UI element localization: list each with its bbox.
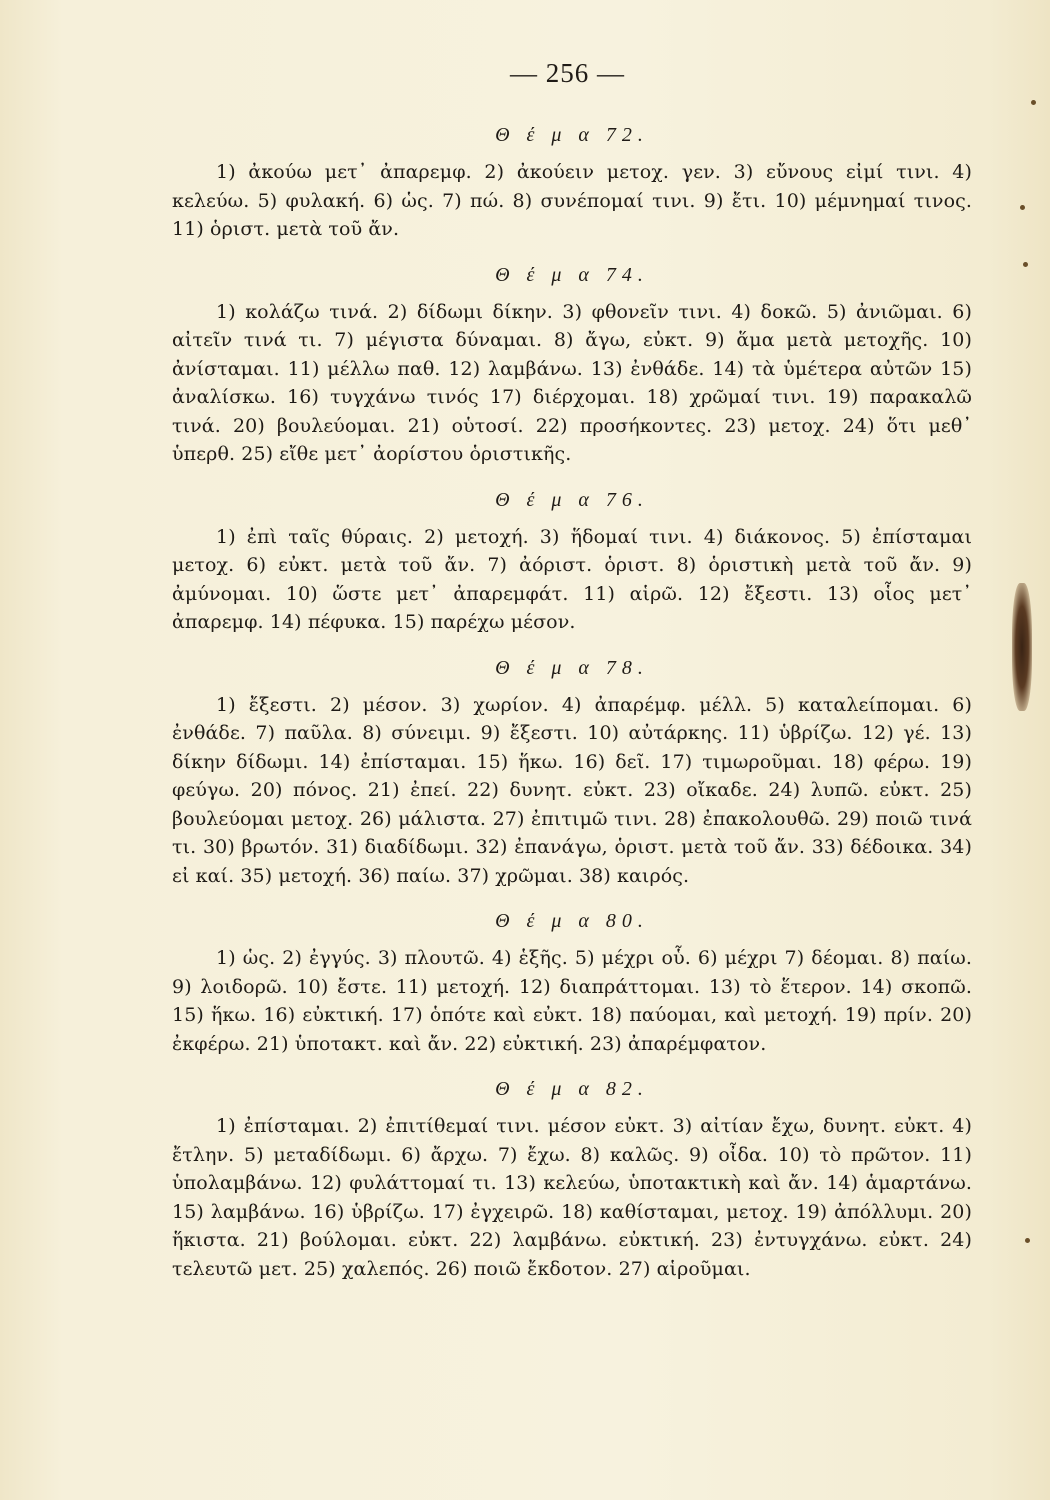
- section-text: [172, 944, 972, 1058]
- page-number: — 256 —: [510, 58, 625, 88]
- paper-speck: [1023, 262, 1028, 267]
- section-text: [172, 298, 972, 469]
- section-text: [172, 523, 972, 637]
- section-title: Θ έ μ α 72.: [495, 124, 649, 146]
- section-thema-74: [172, 252, 972, 469]
- section-title: Θ έ μ α 78.: [495, 656, 649, 679]
- section-text-content: 1) ἐπὶ ταῖς θύραις. 2) μετοχή. 3) ἥδομαί τινι. 4) διάκονος. 5) ἐπίσταμαι μετοχ. 6) εὐκτ. μετὰ τοῦ ἄν. 7) ἀόριστ. ὁριστ. 8) ὁριστικὴ μετὰ τοῦ ἄν. 9) ἀμύνομαι. 10) ὥστε μετ᾽ ἀπαρεμφάτ. 11) αἱρῶ. 12) ἔξεστι. 13) οἷος μετ᾽ ἀπαρεμφ. 14) πέφυκα. 15) παρέχω μέσον.: [172, 525, 972, 633]
- paper-speck: [1020, 205, 1025, 210]
- section-title: Θ έ μ α 74.: [495, 263, 649, 286]
- paper-speck: [1031, 100, 1036, 105]
- section-text-content: 1) ἐπίσταμαι. 2) ἐπιτίθεμαί τινι. μέσον εὐκτ. 3) αἰτίαν ἔχω, δυνητ. εὐκτ. 4) ἔτλην. 5) μεταδίδωμι. 6) ἄρχω. 7) ἔχω. 8) καλῶς. 9) οἶδα. 10) τὸ πρῶτον. 11) ὑπολαμβάνω. 12) φυλάττομαί τι. 13) κελεύω, ὑποτακτικὴ καὶ ἄν. 14) ἁμαρτάνω. 15) λαμβάνω. 16) ὑβρίζω. 17) ἐγχειρῶ. 18) καθίσταμαι, μετοχ. 19) ἀπόλλυμι. 20) ἥκιστα. 21) βούλομαι. εὐκτ. 22) λαμβάνω. εὐκτική. 23) ἐντυγχάνω. εὐκτ. 24) τελευτῶ μετ. 25) χαλεπός. 26) ποιῶ ἔκδοτον. 27) αἱροῦμαι.: [172, 1115, 972, 1280]
- page-content: [172, 112, 972, 1291]
- section-text: [172, 691, 972, 891]
- section-text-content: 1) ἔξεστι. 2) μέσον. 3) χωρίον. 4) ἀπαρέμφ. μέλλ. 5) καταλείπομαι. 6) ἐνθάδε. 7) παῦλα. 8) σύνειμι. 9) ἔξεστι. 10) αὐτάρκης. 11) ὑβρίζω. 12) γέ. 13) δίκην δίδωμι. 14) ἐπίσταμαι. 15) ἥκω. 16) δεῖ. 17) τιμωροῦμαι. 18) φέρω. 19) φεύγω. 20) πόνος. 21) ἐπεί. 22) δυνητ. εὐκτ. 23) οἴκαδε. 24) λυπῶ. εὐκτ. 25) βουλεύομαι μετοχ. 26) μάλιστα. 27) ἐπιτιμῶ τινι. 28) ἐπακολουθῶ. 29) ποιῶ τινά τι. 30) βρωτόν. 31) διαδίδωμι. 32) ἐπανάγω, ὁριστ. μετὰ τοῦ ἄν. 33) δέδοικα. 34) εἰ καί. 35) μετοχή. 36) παίω. 37) χρῶμαι. 38) καιρός.: [172, 693, 972, 887]
- section-title: Θ έ μ α 82.: [495, 1078, 649, 1100]
- section-text: [172, 1112, 972, 1283]
- section-text: [172, 158, 972, 244]
- section-title: Θ έ μ α 76.: [495, 488, 649, 511]
- section-text-content: 1) ὡς. 2) ἐγγύς. 3) πλουτῶ. 4) ἑξῆς. 5) μέχρι οὗ. 6) μέχρι 7) δέομαι. 8) παίω. 9) λοιδορῶ. 10) ἔστε. 11) μετοχή. 12) διαπράττομαι. 13) τὸ ἕτερον. 14) σκοπῶ. 15) ἥκω. 16) εὐκτική. 17) ὁπότε καὶ εὐκτ. 18) παύομαι, καὶ μετοχή. 19) πρίν. 20) ἐκφέρω. 21) ὑποτακτ. καὶ ἄν. 22) εὐκτική. 23) ἀπαρέμφατον.: [172, 947, 972, 1055]
- section-title: Θ έ μ α 80.: [495, 910, 649, 932]
- paper-speck: [1025, 1238, 1030, 1243]
- section-thema-78: [172, 645, 972, 891]
- paper-stain: [1012, 583, 1032, 711]
- section-thema-80: [172, 898, 972, 1058]
- section-thema-72: [172, 112, 972, 244]
- section-text-content: 1) κολάζω τινά. 2) δίδωμι δίκην. 3) φθονεῖν τινι. 4) δοκῶ. 5) ἀνιῶμαι. 6) αἰτεῖν τινά τι. 7) μέγιστα δύναμαι. 8) ἄγω, εὐκτ. 9) ἅμα μετὰ μετοχῆς. 10) ἀνίσταμαι. 11) μέλλω παθ. 12) λαμβάνω. 13) ἐνθάδε. 14) τὰ ὑμέτερα αὐτῶν 15) ἀναλίσκω. 16) τυγχάνω τινός 17) διέρχομαι. 18) χρῶμαί τινι. 19) παρακαλῶ τινά. 20) βουλεύομαι. 21) οὑτοσί. 22) προσήκοντες. 23) μετοχ. 24) ὅτι μεθ᾽ ὑπερθ. 25) εἴθε μετ᾽ ἀορίστου ὁριστικῆς.: [172, 300, 972, 465]
- section-text-content: 1) ἀκούω μετ᾽ ἀπαρεμφ. 2) ἀκούειν μετοχ. γεν. 3) εὔνους εἰμί τινι. 4) κελεύω. 5) φυλακή. 6) ὡς. 7) πώ. 8) συνέπομαί τινι. 9) ἔτι. 10) μέμνημαί τινος. 11) ὁριστ. μετὰ τοῦ ἄν.: [172, 161, 972, 240]
- section-thema-76: [172, 477, 972, 637]
- section-thema-82: [172, 1066, 972, 1283]
